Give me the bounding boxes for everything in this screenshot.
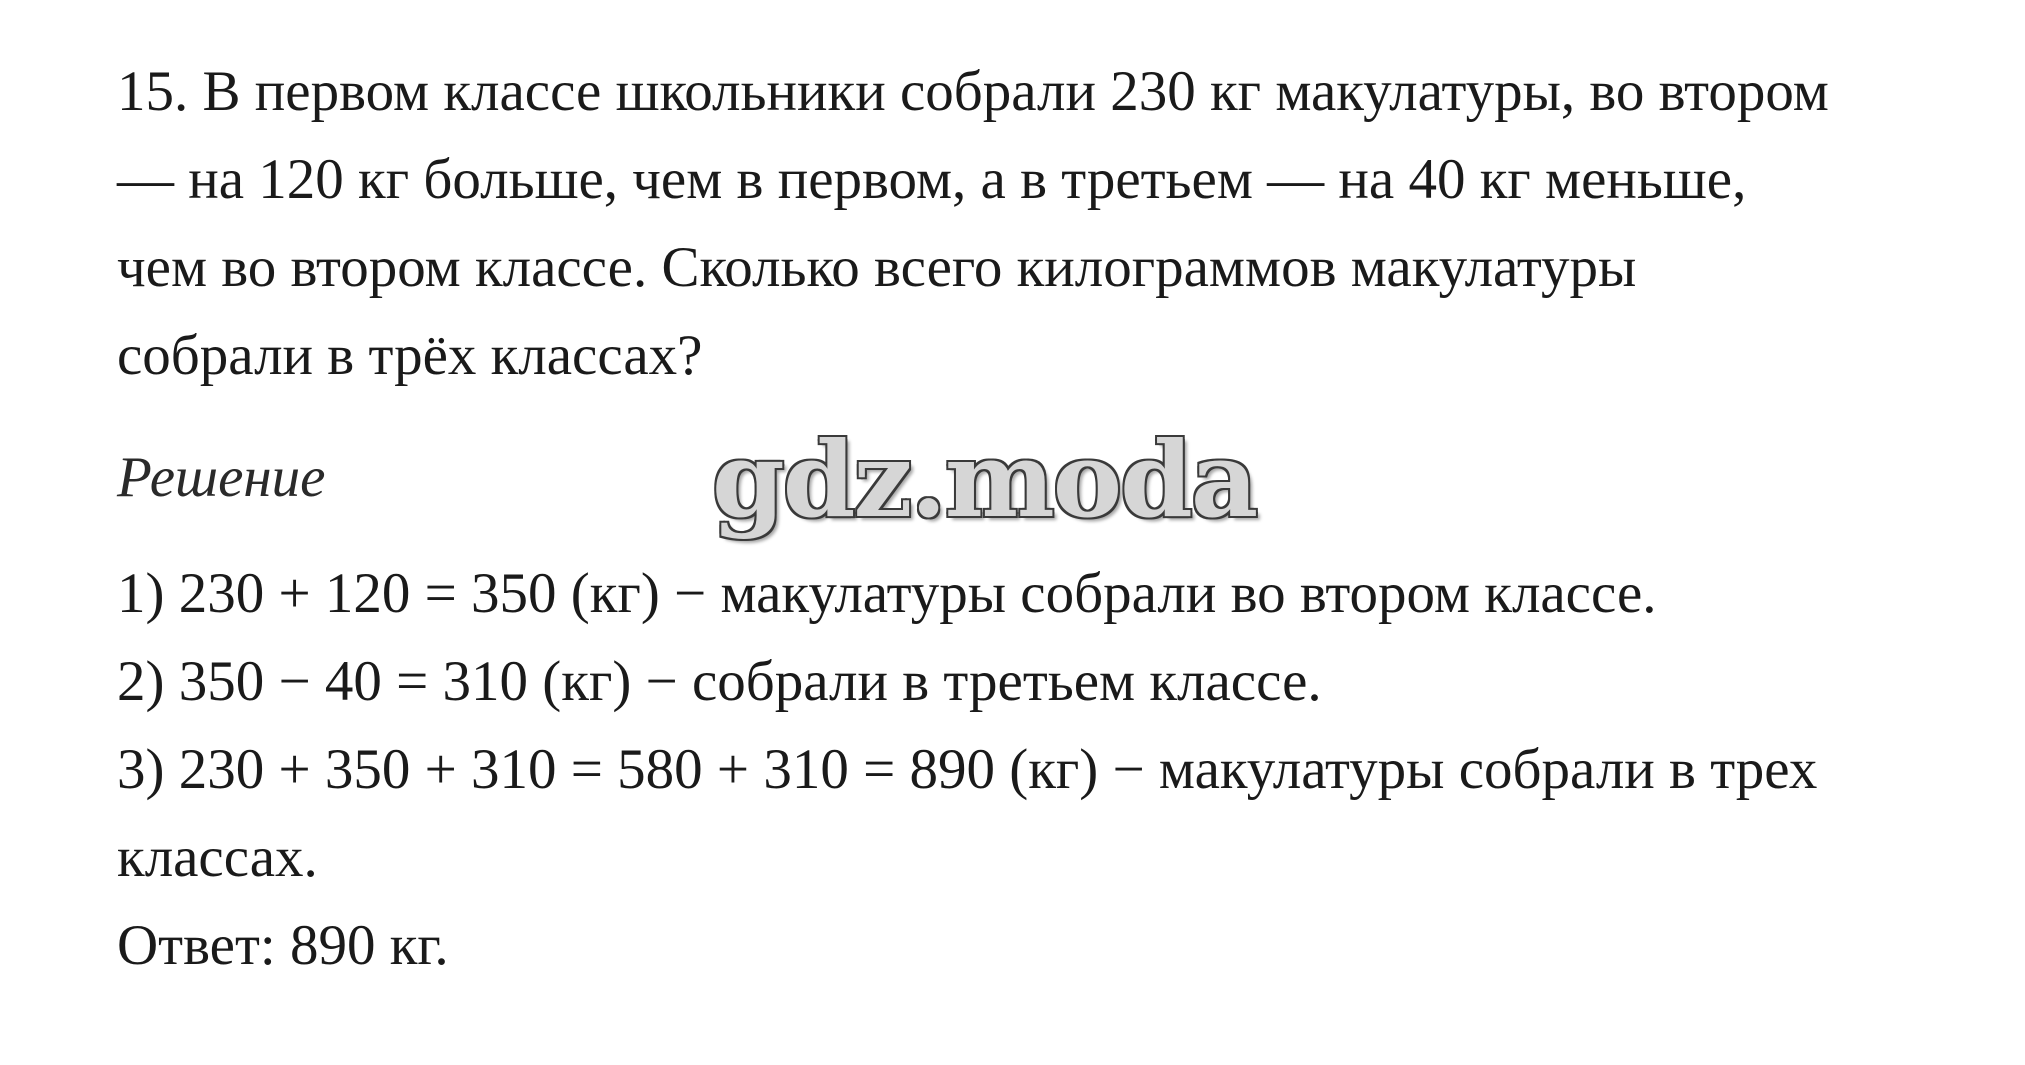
solution-step-1: 1) 230 + 120 = 350 (кг) − макулатуры собрали во втором классе. [117, 562, 1657, 625]
solution-heading: Решение [117, 446, 326, 509]
solution-step-2: 2) 350 − 40 = 310 (кг) − собрали в третьем классе. [117, 650, 1322, 713]
problem-text-line-4: собрали в трёх классах? [117, 324, 703, 387]
problem-text-line-1: 15. В первом классе школьники собрали 230 кг макулатуры, во втором [117, 60, 1829, 123]
problem-text-line-3: чем во втором классе. Сколько всего килограммов макулатуры [117, 236, 1637, 299]
answer-line: Ответ: 890 кг. [117, 914, 449, 977]
solution-step-3-line-2: классах. [117, 826, 318, 889]
watermark-logo: gdz.moda [712, 418, 1257, 541]
solution-step-3-line-1: 3) 230 + 350 + 310 = 580 + 310 = 890 (кг) − макулатуры собрали в трех [117, 738, 1818, 801]
problem-text-line-2: — на 120 кг больше, чем в первом, а в третьем — на 40 кг меньше, [117, 148, 1747, 211]
